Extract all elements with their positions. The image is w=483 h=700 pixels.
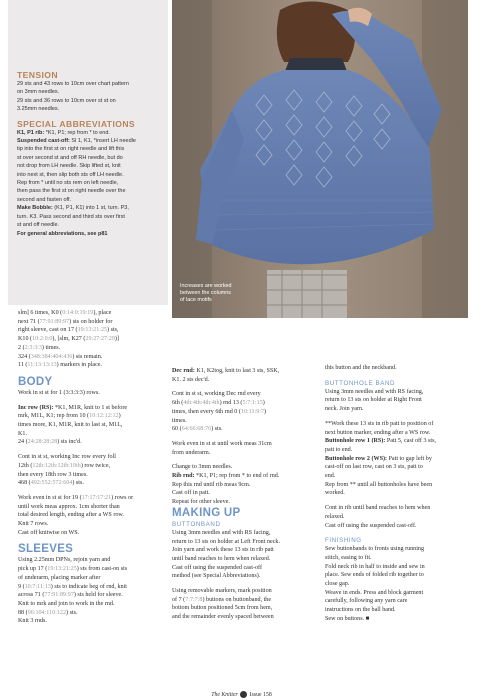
- text-line: carefully, following any yarn care: [325, 598, 408, 605]
- text-line: close gap.: [325, 581, 350, 588]
- text-line: place. Sew ends of folded rib together to: [325, 572, 424, 579]
- text-line: Cast off using the suspended cast-off: [172, 564, 262, 571]
- text-line: Cast off knitwise on WS.: [18, 529, 80, 536]
- text-line: Cont in rib until band reaches to hem when: [325, 505, 431, 512]
- text-line: Knit 7 rows.: [18, 521, 49, 528]
- text-line: right sleeve, cast on 17 (19:13:21:25) sts,: [18, 327, 119, 334]
- text-line: times.: [172, 417, 187, 424]
- text-line: 324 (348:384:404:436) sts remain.: [18, 353, 103, 360]
- text-line: Rib rnd: *K1, P1; rep from * to end of rnd.: [172, 473, 280, 480]
- text-line: relaxed.: [325, 513, 345, 520]
- text-line: Work even in st st until work meas 31cm: [172, 440, 272, 447]
- text-line: 88 (96:104:110:122) sts.: [18, 609, 78, 616]
- text-line: Cont in st st, working Dec rnd every: [172, 391, 261, 398]
- text-line: and the remainder evenly spaced between: [172, 614, 274, 621]
- text-line: times, then every 6th rnd 0 (10:11:9:7): [172, 408, 267, 415]
- text-line: 24 (24:28:28:28) sts inc'd.: [18, 439, 82, 446]
- page-number-dot-icon: [240, 691, 247, 698]
- text-line: across 71 (77:91:89:97) sts held for sleeve.: [18, 592, 123, 599]
- text-line: Using 3mm needles and with RS facing,: [172, 529, 271, 536]
- text-line: instructions on the ball band.: [325, 607, 396, 614]
- text-line: 12th (12th:12th:12th:10th) row twice,: [18, 462, 111, 469]
- text-line: of underarm, placing marker after: [18, 574, 101, 581]
- text-line: Fold neck rib in half to inside and sew in: [325, 563, 425, 570]
- text-line: Join yarn and work these 13 sts in rib patt: [172, 547, 274, 554]
- text-line: Rep from ** until all buttonholes have been: [325, 481, 433, 488]
- issue-number: Issue 158: [249, 691, 272, 698]
- text-line: 9 (10:7:11:13) sts to indicate beg of rnd, knit: [18, 583, 127, 590]
- text-line: Buttonhole row 1 (RS): Patt 5, cast off 3 sts,: [325, 438, 436, 445]
- text-line: 468 (492:552:572:604) sts.: [18, 480, 84, 487]
- pattern-column-2: [172, 367, 300, 622]
- text-line: then every 18th row 3 times.: [18, 471, 88, 478]
- text-line: Inc row (RS): *K1, M1R, knit to 1 st before: [18, 404, 128, 411]
- buttonband-heading: BUTTONBAND: [172, 520, 221, 528]
- abbreviation-list: K1, P1 rib: *K1, P1; rep from * to end. Suspended cast-off: Sl 1, K1, *insert LH needle tip into the first st on right needle and lift this st over second st and off RH needle, but do not drop from LH needle. Skip lifted st, knit into next st, then slip both sts off LH needle. Rep from * until no sts rem on left needle, then pass the first st on right needle over the second and fasten off. Make Bobble: (K1, P1, K1) into 1 st, turn. P3, turn. K3. Pass second and third sts over first st and off needle. For general abbreviations, see p81: [17, 129, 136, 237]
- buttonhole-band-heading: BUTTONHOLE BAND: [325, 379, 396, 387]
- text-line: Weave in ends. Press and block garment: [325, 589, 424, 596]
- text-line: Using 3mm needles and with RS facing,: [325, 388, 424, 395]
- cardigan-photo: [172, 0, 468, 318]
- text-line: next 71 (77:91:89:97) sts on holder for: [18, 318, 113, 325]
- text-line: K10 (10:2:0:0), [slm, K27 (29:27:27:29)]: [18, 336, 119, 343]
- body-heading: BODY: [18, 375, 53, 388]
- text-line: Cast off using the suspended cast-off.: [325, 522, 417, 529]
- page-footer: [0, 691, 483, 698]
- text-line: stitch, easing to fit.: [325, 554, 372, 561]
- pattern-column-3: [325, 364, 475, 624]
- text-line: Cont in st st, working Inc row every foll: [18, 454, 116, 461]
- text-line: Rep this rnd until rib meas 9cm.: [172, 481, 251, 488]
- text-line: patt to end.: [325, 446, 353, 453]
- text-line: Sew on buttons. ■: [325, 615, 370, 622]
- end-mark-icon: ■: [365, 615, 370, 622]
- text-line: pick up 17 (19:13:21:25) sts from cast-on sts: [18, 566, 128, 573]
- text-line: of 7 (7:7:7:8) buttons on buttonband, the: [172, 596, 272, 603]
- cardigan-back-illustration: [172, 0, 468, 318]
- text-line: Change to 3mm needles.: [172, 464, 233, 471]
- text-line: K1.: [18, 430, 27, 437]
- text-line: slm] 6 times, K0 (0:14:0:19:19), place: [18, 310, 112, 316]
- text-line: K1. 2 sts dec'd.: [172, 376, 210, 383]
- text-line: neck. Join yarn.: [325, 406, 364, 413]
- text-line: return to 13 sts on holder at Right Front: [325, 397, 422, 404]
- sleeves-heading: SLEEVES: [18, 543, 74, 556]
- tension-text: 29 sts and 43 rows to 10cm over chart pattern on 3mm needles. 29 sts and 36 rows to 10cm over st st on 3.25mm needles.: [17, 81, 129, 113]
- text-line: Knit to mrk and join to work in the rnd.: [18, 600, 115, 607]
- text-line: 2 (2:3:3:3) times.: [18, 344, 61, 351]
- text-line: Work in st st for 1 (3:3:3:3) rows.: [18, 389, 100, 396]
- text-line: worked.: [325, 490, 345, 497]
- text-line: Cast off in patt.: [172, 490, 210, 497]
- text-line: return to 13 sts on holder at Left Front neck.: [172, 538, 280, 545]
- text-line: 60 (64:66:68:76) sts.: [172, 426, 223, 433]
- text-line: Buttonhole row 2 (WS): Patt to gap left by: [325, 455, 432, 462]
- text-line: this button and the neckband.: [325, 365, 397, 371]
- text-line: Repeat for other sleeve.: [172, 499, 230, 506]
- finishing-heading: FINISHING: [325, 537, 362, 545]
- text-line: until work meas approx. 1cm shorter than: [18, 503, 120, 510]
- text-line: until band reaches to hem when relaxed.: [172, 555, 271, 562]
- photo-caption: Increases are worked between the columns of lace motifs: [180, 283, 232, 303]
- text-line: from underarm.: [172, 449, 211, 456]
- text-line: cast-off on last row, cast on 3 sts, patt to: [325, 464, 423, 471]
- text-line: 11 (11:13:13:13) markers in place.: [18, 362, 102, 369]
- text-line: times more, K1, M1R, knit to last st, M1L,: [18, 422, 123, 429]
- text-line: Knit 3 rnds.: [18, 618, 47, 625]
- text-line: 6th (4th:4th:4th:4th) rnd 13 (5:7:1:15): [172, 400, 265, 407]
- pattern-column-1: [18, 309, 168, 626]
- special-abbreviations-heading: SPECIAL ABBREVIATIONS: [17, 118, 136, 129]
- abbreviations-panel: [8, 0, 168, 305]
- making-up-heading: MAKING UP: [172, 506, 241, 519]
- text-line: Sew buttonbands to fronts using running: [325, 546, 425, 553]
- text-line: Using 2.25mm DPNs, rejoin yarn and: [18, 557, 111, 564]
- text-line: method (see Special Abbreviations).: [172, 573, 261, 580]
- magazine-name: The Knitter: [211, 691, 238, 698]
- text-line: Using removable markers, mark position: [172, 588, 272, 595]
- text-line: Dec rnd: K1, K2tog, knit to last 3 sts, SSK,: [172, 368, 280, 374]
- text-line: end.: [325, 473, 336, 480]
- text-line: total desired length, ending after a WS row.: [18, 512, 124, 519]
- tension-heading: TENSION: [17, 70, 58, 80]
- text-line: Work even in st st for 19 (17:17:17:21) rows or: [18, 494, 134, 501]
- text-line: **Work these 13 sts in rib patt to position of: [325, 420, 434, 427]
- text-line: mrk, M1L, K1; rep from 10 (10:12:12:12): [18, 413, 121, 420]
- text-line: next button marker, ending after a WS row.: [325, 429, 431, 436]
- text-line: bottom button positioned 5cm from hem,: [172, 605, 273, 612]
